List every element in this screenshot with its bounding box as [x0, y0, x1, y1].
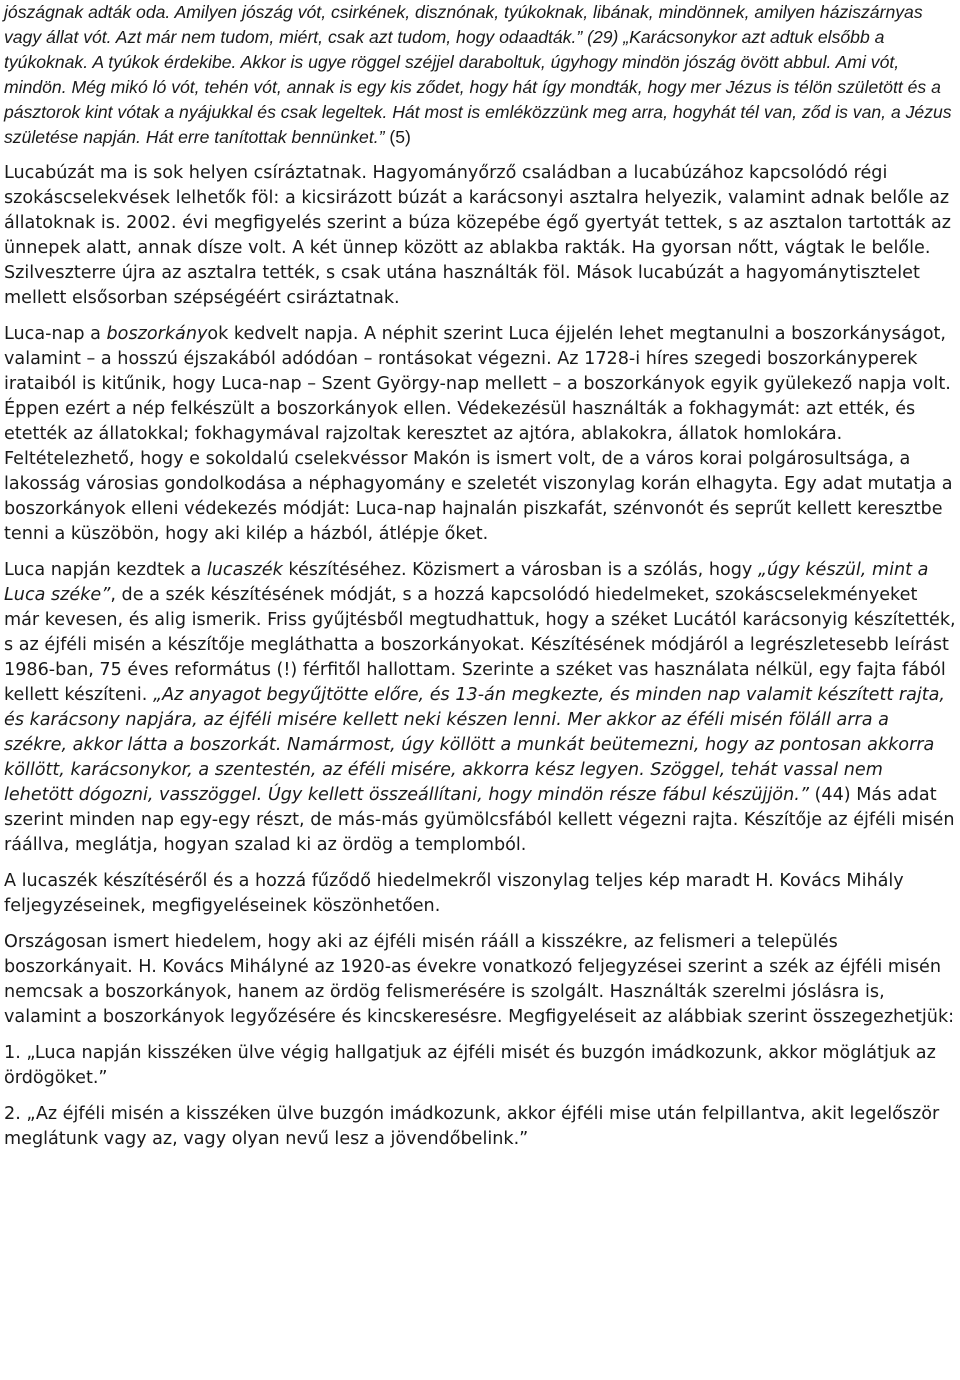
list-item [4, 1102, 956, 1152]
paragraph-hiedelem [4, 930, 956, 1030]
text-run: Luca napján kezdtek a [4, 560, 207, 580]
text-run: készítéséhez. Közismert a városban is a szólás, hogy [282, 560, 758, 580]
italic-text-run: boszorkány [106, 324, 208, 344]
paragraph-boszorkanyok [4, 322, 956, 547]
text-run: (5) [384, 127, 411, 147]
text-run: (44) Más adat szerint minden nap egy-egy részt, de más-más gyümölcsfából kellett végezni rajta. Készítője az éjféli misén ráállva, meglátja, hogyan szalad ki az ördög a templomból. [4, 785, 955, 855]
list-item [4, 1041, 956, 1091]
paragraph-lucabuza [4, 161, 956, 311]
text-run: A lucaszék készítéséről és a hozzá fűződő hiedelmekről viszonylag teljes kép maradt H. Kovács Mihály feljegyzéseinek, megfigyeléseinek köszönhetően. [4, 871, 904, 916]
text-run: 1. „Luca napján kisszéken ülve végig hallgatjuk az éjféli misét és buzgón imádkozunk, akkor möglátjuk az ördögöket.” [4, 1043, 936, 1088]
paragraph-lucaszek [4, 558, 956, 858]
text-run: , de a szék készítésének módját, s a hozzá kapcsolódó hiedelmeket, szokáscselekményeket már kevesen, és alig ismerik. Friss gyűjtésből megtudhattuk, hogy a széket Lucától karácsonyig készítették, s az éjféli misén a készítője megláthatta a boszorkányokat. Készítésének módjáról a legrészletesebb leírást 1986-ban, 75 éves református (!) férfitől hallottam. Szerinte a széket vas használata nélkül, egy fajta fából kellett készíteni. [4, 585, 956, 705]
italic-text-run: „úgy készül, mint a Luca széke” [4, 560, 929, 605]
italic-text-run: jószágnak adták oda. Amilyen jószág vót, csirkének, disznónak, tyúkoknak, libának, mindönnek, amilyen háziszárnyas vagy állat vót. Azt már nem tudom, miért, csak azt tudom, hogy odaadták.” (29) „Karácsonykor azt adtuk elsőbb a tyúkoknak. A tyúkok érdekibe. Akkor is ugye röggel széjjel daraboltuk, úgyhogy mindön jószág övött abbul. Ami vót, mindön. Még mikó ló vót, tehén vót, annak is egy kis ződet, hogy hát így mondták, hogy mer Jézus is télön születött és a pásztorok kint vótak a nyájukkal és csak legeltek. Hát most is emléközzünk meg arra, hogyhát tél van, ződ is van, a Jézus születése napján. Hát erre tanítottak bennünket.” [4, 2, 952, 147]
text-run: Luca-nap a [4, 324, 107, 344]
text-run: 2. „Az éjféli misén a kisszéken ülve buzgón imádkozunk, akkor éjféli mise után felpillantva, akit legelőször meglátunk vagy az, vagy olyan nevű lesz a jövendőbelink.” [4, 1104, 940, 1149]
paragraph-kovacs-mihaly [4, 869, 956, 919]
paragraph-interview-quote [4, 0, 956, 150]
text-run: Lucabúzát ma is sok helyen csíráztatnak. Hagyományőrző családban a lucabúzához kapcsolódó régi szokáscselekvések lelhetők föl: a kicsirázott búzát a karácsonyi asztalra helyezik, valamint adnak belőle az állatoknak is. 2002. évi megfigyelés szerint a búza közepébe égő gyertyát tettek, s az asztalon tartották az ünnepek alatt, annak dísze volt. A két ünnep között az ablakba rakták. Ha gyorsan nőtt, vágtak le belőle. Szilveszterre újra az asztalra tették, s csak utána használták föl. Mások lucabúzát a hagyománytisztelet mellett elsősorban szépségéért csiráztatnak. [4, 163, 952, 308]
text-run: ok kedvelt napja. A néphit szerint Luca éjjelén lehet megtanulni a boszorkányságot, valamint – a hosszú éjszakából adódóan – rontásokat végezni. Az 1728-i híres szegedi boszorkányperek irataiból is kitűnik, hogy Luca-nap – Szent György-nap mellett – a boszorkányok egyik gyülekező napja volt. Éppen ezért a nép felkészült a boszorkányok ellen. Védekezésül használták a fokhagymát: azt ették, és etették az állatokkal; fokhagymával rajzoltak keresztet az ajtóra, ablakokra, állatok homlokára. Feltételezhető, hogy e sokoldalú cselekvéssor Makón is ismert volt, de a város korai polgárosultsága, a lakosság városias gondolkodása a néphagyomány e szeletét viszonylag korán elhagyta. Egy adat mutatja a boszorkányok elleni védekezés módját: Luca-nap hajnalán piszkafát, szénvonót és seprűt kellett keresztbe tenni a küszöbön, hogy aki kilép a házból, átlépje őket. [4, 324, 953, 544]
text-run: Országosan ismert hiedelem, hogy aki az éjféli misén rááll a kisszékre, az felismeri a település boszorkányait. H. Kovács Mihályné az 1920-as évekre vonatkozó feljegyzései szerint a szék az éjféli misén nemcsak a boszorkányok, hanem az ördög felismerésére is szolgált. Használták szerelmi jóslásra is, valamint a boszorkányok legyőzésére és kincskeresésre. Megfigyeléseit az alábbiak szerint összegezhetjük: [4, 932, 955, 1027]
italic-text-run: „Az anyagot begyűjtötte előre, és 13-án megkezte, és minden nap valamit készített rajta, és karácsony napjára, az éjféli misére kellett neki készen lenni. Mer akkor az éféli misén föláll arra a székre, akkor látta a boszorkát. Namármost, úgy köllött a munkát beütemezni, hogy az pontosan akkorra köllött, karácsonykor, a szentestén, az éféli misére, akkorra kész legyen. Szöggel, tehát vassal nem lehetött dógozni, vasszöggel. Úgy kellett összeállítani, hogy mindön része fábul készüjjön.” [4, 685, 946, 805]
italic-text-run: lucaszék [206, 560, 283, 580]
